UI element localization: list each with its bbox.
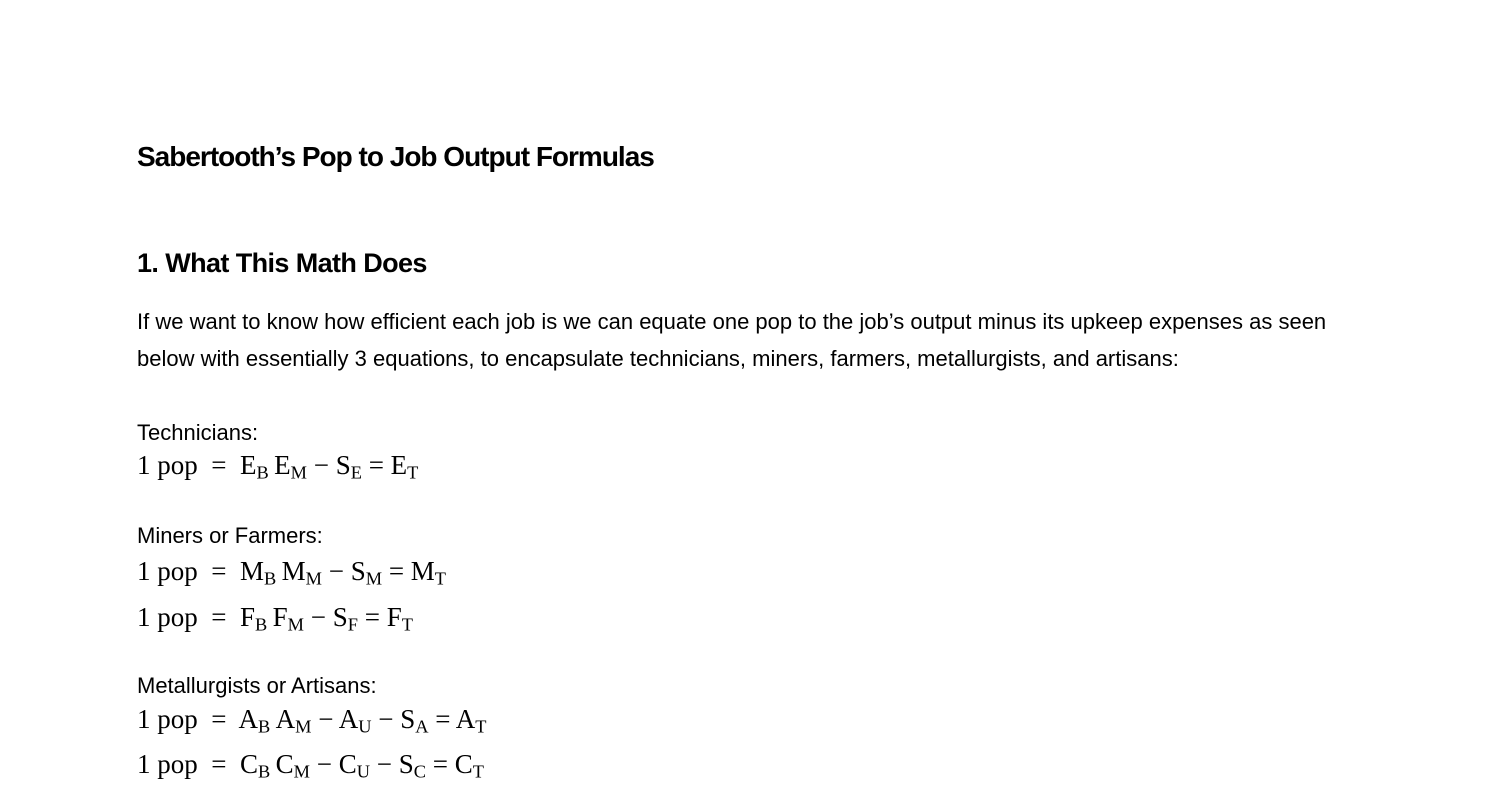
formula-technicians: 1 pop = $E_B$ $E_M - S_E = E_T$ xyxy=(137,450,419,483)
group-label-technicians: Technicians: xyxy=(137,420,259,445)
section-heading: 1. What This Math Does xyxy=(137,248,427,278)
page-title: Sabertooth’s Pop to Job Output Formulas xyxy=(137,141,654,172)
group-label-miners-farmers: Miners or Farmers: xyxy=(137,523,323,548)
intro-paragraph: If we want to know how efficient each job is we can equate one pop to the job’s output minus its upkeep expenses as seen below with essentially 3 equations, to encapsulate technicians, miners, farmers, metallurgists, and artisans: xyxy=(137,309,1327,371)
group-label-metallurgists-artisans: Metallurgists or Artisans: xyxy=(137,673,377,698)
formula-miners: 1 pop = $M_B$ $M_M - S_M = M_T$ xyxy=(137,556,447,589)
formula-farmers: 1 pop = $F_B$ $F_M - S_F = F_T$ xyxy=(137,602,413,635)
formula-artisans-a: 1 pop = $A_B$ $A_M - A_U - S_A = A_T$ xyxy=(137,704,487,737)
formula-artisans-c: 1 pop = $C_B$ $C_M - C_U - S_C = C_T$ xyxy=(137,749,484,782)
